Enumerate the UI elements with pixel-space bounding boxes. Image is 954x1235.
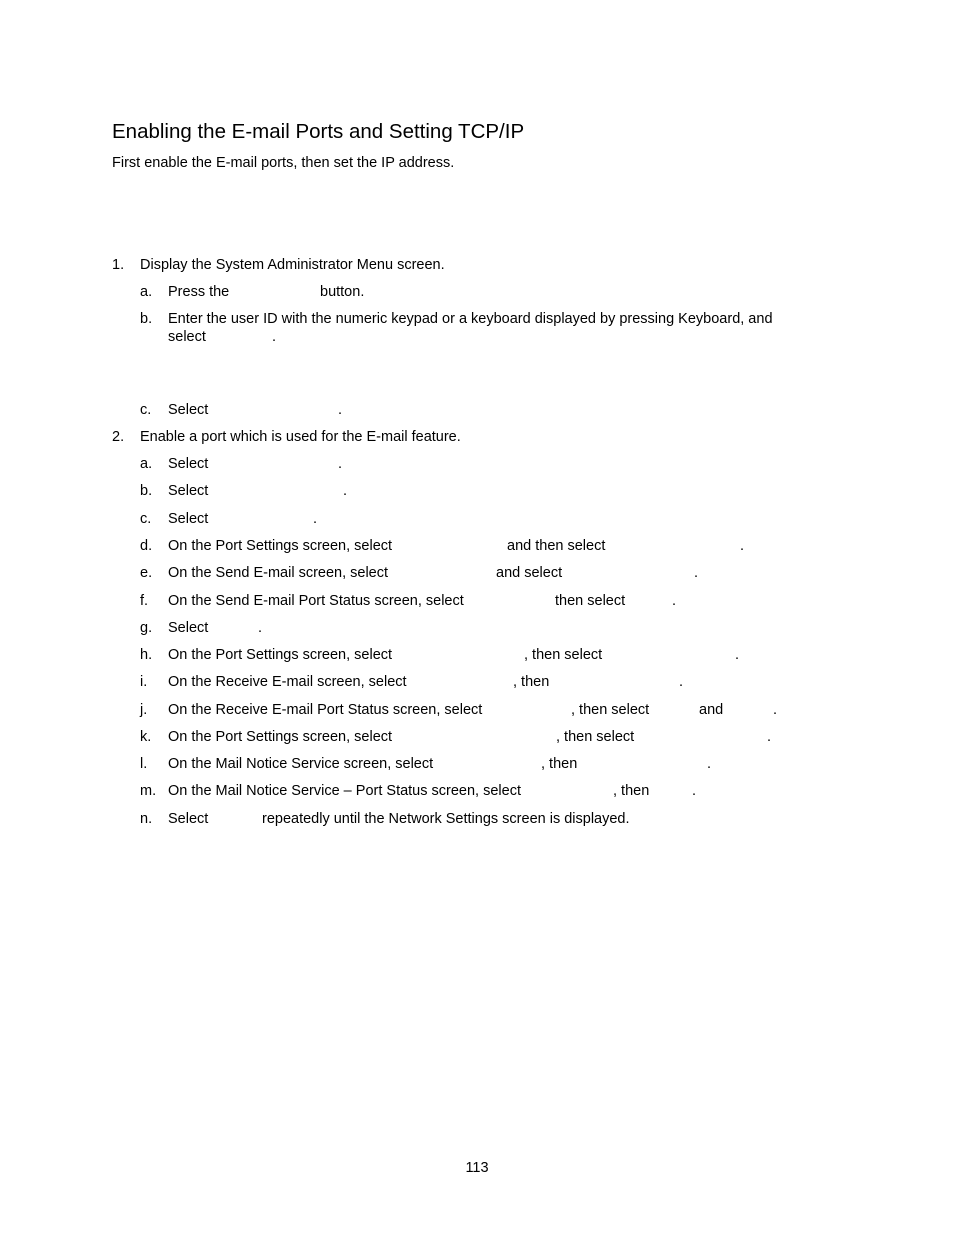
substep-text: Select (168, 811, 209, 827)
substep-text: Press the (168, 284, 230, 300)
substep-text: . (272, 329, 277, 345)
substep-text: Select (168, 456, 209, 472)
substep-text: then select (555, 593, 626, 609)
substep-text: On the Receive E-mail screen, select (168, 674, 407, 690)
substep-text: On the Send E-mail Port Status screen, select (168, 593, 464, 609)
substep-text: , then (513, 674, 550, 690)
substep-text: . (338, 456, 343, 472)
page-title: Enabling the E-mail Ports and Setting TCP/IP (112, 120, 525, 143)
substep-text: On the Port Settings screen, select (168, 647, 393, 663)
page-number: 113 (465, 1160, 489, 1176)
substep-text: On the Send E-mail screen, select (168, 565, 389, 581)
substep-text: , then select (571, 702, 650, 718)
substep-letter: b. (140, 311, 153, 327)
substep-text: On the Port Settings screen, select (168, 538, 393, 554)
substep-text: Select (168, 511, 209, 527)
substep-text: select (168, 329, 206, 345)
substep-text: . (338, 402, 343, 418)
substep-text: On the Mail Notice Service – Port Status screen, select (168, 783, 521, 799)
substep-text: and select (496, 565, 563, 581)
step-number: 2. (112, 429, 125, 445)
substep-letter: k. (140, 729, 152, 745)
substep-text: , then (541, 756, 578, 772)
substep-text: . (672, 593, 677, 609)
substep-text: . (692, 783, 697, 799)
substep-text: and then select (507, 538, 606, 554)
substep-letter: b. (140, 483, 153, 499)
substep-letter: n. (140, 811, 153, 827)
substep-text: . (735, 647, 740, 663)
substep-letter: d. (140, 538, 153, 554)
substep-letter: c. (140, 511, 152, 527)
substep-letter: a. (140, 456, 153, 472)
substep-text: Select (168, 483, 209, 499)
substep-text: Enter the user ID with the numeric keypad or a keyboard displayed by pressing Keyboard, and (168, 311, 773, 327)
step-text: Enable a port which is used for the E-mail feature. (140, 429, 461, 445)
substep-text: , then select (524, 647, 603, 663)
substep-text: , then select (556, 729, 635, 745)
substep-text: . (313, 511, 318, 527)
intro-text: First enable the E-mail ports, then set the IP address. (112, 155, 455, 171)
substep-text: . (773, 702, 778, 718)
step-text: Display the System Administrator Menu screen. (140, 257, 445, 273)
substep-letter: h. (140, 647, 153, 663)
substep-text: On the Port Settings screen, select (168, 729, 393, 745)
substep-text: , then (613, 783, 650, 799)
substep-text: and (699, 702, 724, 718)
substep-letter: m. (140, 783, 157, 799)
substep-letter: j. (140, 702, 148, 718)
substep-text: . (707, 756, 712, 772)
substep-letter: f. (140, 593, 149, 609)
substep-letter: e. (140, 565, 153, 581)
step-number: 1. (112, 257, 125, 273)
substep-text: . (767, 729, 772, 745)
substep-letter: g. (140, 620, 153, 636)
substep-text: On the Receive E-mail Port Status screen, select (168, 702, 483, 718)
substep-text: button. (320, 284, 365, 300)
substep-text: . (740, 538, 745, 554)
substep-text: . (694, 565, 699, 581)
substep-text: Select (168, 620, 209, 636)
substep-text: On the Mail Notice Service screen, select (168, 756, 434, 772)
substep-letter: l. (140, 756, 148, 772)
substep-text: . (258, 620, 263, 636)
substep-text: . (343, 483, 348, 499)
substep-letter: i. (140, 674, 148, 690)
substep-text: repeatedly until the Network Settings screen is displayed. (262, 811, 630, 827)
substep-text: Select (168, 402, 209, 418)
substep-letter: a. (140, 284, 153, 300)
substep-letter: c. (140, 402, 152, 418)
substep-text: . (679, 674, 684, 690)
